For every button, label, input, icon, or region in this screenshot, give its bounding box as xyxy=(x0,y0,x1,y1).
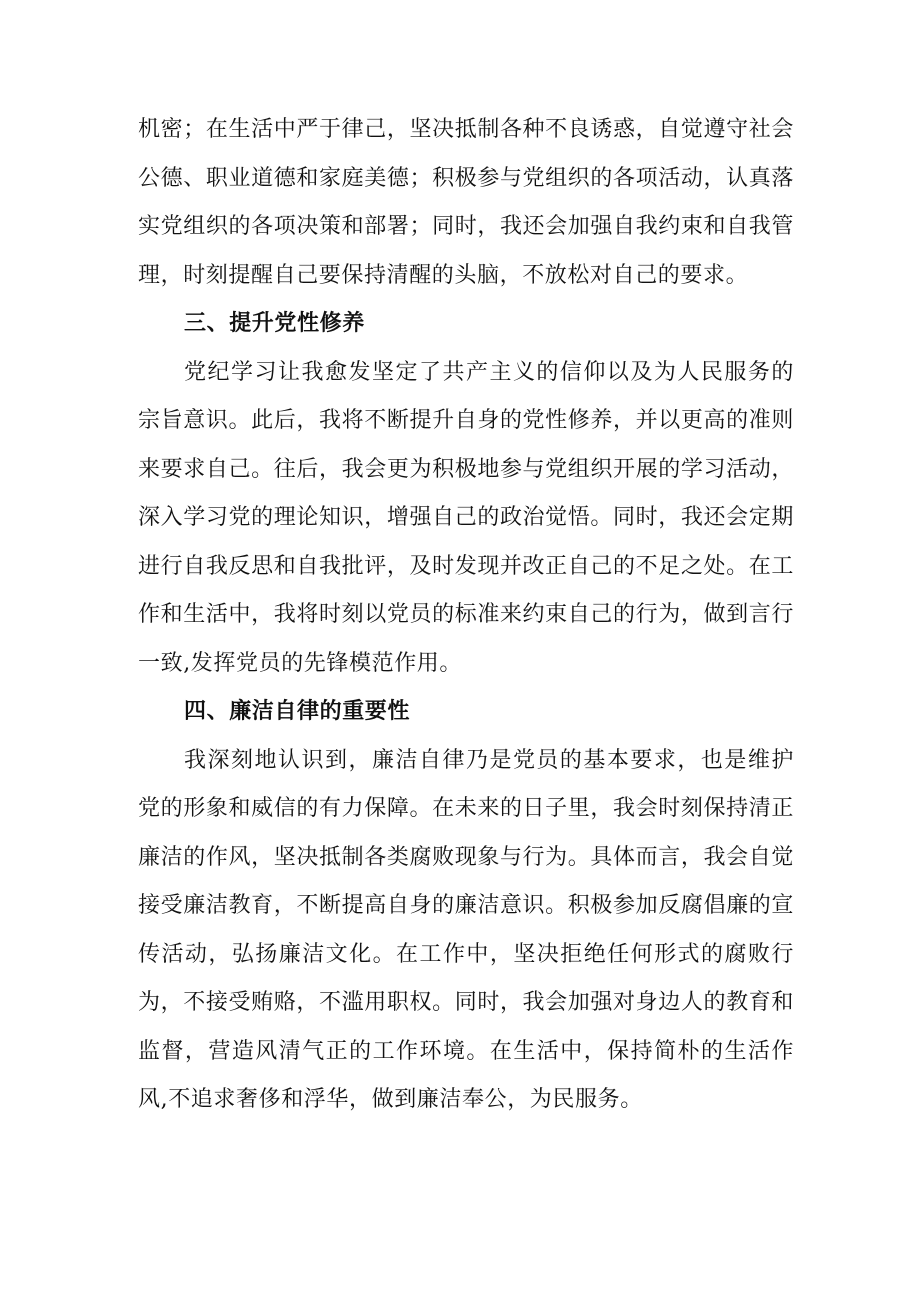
paragraph-continued: 机密；在生活中严于律己，坚决抵制各种不良诱惑，自觉遵守社会公德、职业道德和家庭美德；积极参与党组织的各项活动，认真落实党组织的各项决策和部署；同时，我还会加强自我约束和自我管理，时刻提醒自己要保持清醒的头脑，不放松对自己的要求。 xyxy=(138,117,794,288)
paragraph-party-spirit: 党纪学习让我愈发坚定了共产主义的信仰以及为人民服务的宗旨意识。此后，我将不断提升自身的党性修养，并以更高的准则来要求自己。往后，我会更为积极地参与党组织开展的学习活动，深入学习党的理论知识，增强自己的政治觉悟。同时，我还会定期进行自我反思和自我批评，及时发现并改正自己的不足之处。在工作和生活中，我将时刻以党员的标准来约束自己的行为，做到言行一致,发挥党员的先锋模范作用。 xyxy=(138,359,794,676)
section-heading-3: 三、提升党性修养 xyxy=(184,311,365,336)
document-body xyxy=(138,106,794,1125)
section-heading-4: 四、廉洁自律的重要性 xyxy=(184,699,411,724)
paragraph-integrity: 我深刻地认识到，廉洁自律乃是党员的基本要求，也是维护党的形象和威信的有力保障。在未来的日子里，我会时刻保持清正廉洁的作风，坚决抵制各类腐败现象与行为。具体而言，我会自觉接受廉洁教育，不断提高自身的廉洁意识。积极参加反腐倡廉的宣传活动，弘扬廉洁文化。在工作中，坚决拒绝任何形式的腐败行为，不接受贿赂，不滥用职权。同时，我会加强对身边人的教育和监督，营造风清气正的工作环境。在生活中，保持简朴的生活作风,不追求奢侈和浮华，做到廉洁奉公，为民服务。 xyxy=(138,747,794,1112)
